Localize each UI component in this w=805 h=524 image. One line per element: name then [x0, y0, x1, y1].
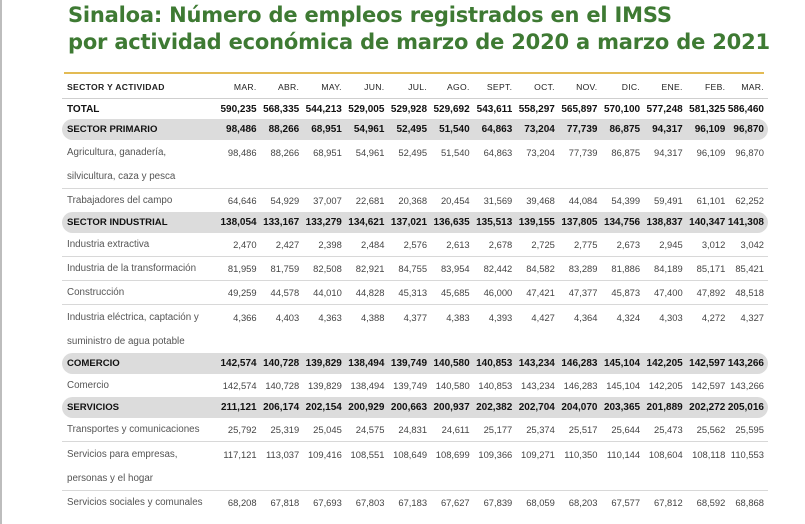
value-cell	[257, 329, 300, 353]
table-row	[62, 233, 768, 257]
value-cell: 203,365	[597, 397, 640, 418]
value-cell: 88,266	[257, 119, 300, 140]
row-label: suministro de agua potable	[67, 335, 185, 347]
value-cell: 67,577	[611, 497, 641, 508]
total-row	[62, 99, 768, 120]
value-cell: 31,569	[483, 195, 513, 206]
value-cell: 565,897	[555, 99, 598, 120]
row-label: Agricultura, ganadería,	[67, 146, 167, 158]
value-cell: 543,611	[470, 99, 513, 120]
value-cell: 146,283	[555, 353, 598, 374]
value-cell: 570,100	[597, 99, 640, 120]
value-cell: 142,597	[683, 353, 726, 374]
value-cell	[299, 164, 342, 189]
value-cell: 108,604	[648, 448, 683, 460]
value-cell: 52,495	[398, 146, 428, 158]
value-cell: 67,803	[355, 497, 385, 508]
table-row	[62, 189, 768, 213]
table-row	[62, 164, 768, 189]
table-row	[62, 257, 768, 281]
value-cell: 202,382	[470, 397, 513, 418]
value-cell: 529,005	[342, 99, 385, 120]
header-month: JUL.	[408, 82, 428, 92]
header-month: AGO.	[446, 82, 470, 92]
value-cell	[683, 466, 726, 491]
value-cell: 109,416	[307, 448, 342, 460]
value-cell: 2,398	[299, 233, 342, 257]
value-cell: 4,303	[659, 311, 683, 323]
value-cell: 25,473	[640, 418, 683, 442]
value-cell: 142,205	[640, 353, 683, 374]
value-cell: 140,347	[683, 212, 726, 233]
value-cell	[384, 164, 427, 189]
value-cell: 82,442	[470, 257, 513, 281]
value-cell: 142,597	[691, 380, 726, 391]
value-cell: 4,364	[574, 311, 598, 323]
value-cell: 140,853	[470, 353, 513, 374]
value-cell: 581,325	[683, 99, 726, 120]
header-month: NOV.	[576, 82, 598, 92]
value-cell: 137,805	[555, 212, 598, 233]
value-cell: 139,829	[299, 353, 342, 374]
row-label: SERVICIOS	[62, 397, 214, 418]
value-cell: 45,685	[427, 281, 470, 305]
value-cell	[470, 466, 513, 491]
value-cell: 84,582	[512, 257, 555, 281]
value-cell: 204,070	[555, 397, 598, 418]
header-month: MAR.	[741, 82, 764, 92]
value-cell: 96,109	[696, 146, 726, 158]
value-cell: 4,383	[446, 311, 470, 323]
value-cell: 110,350	[564, 448, 598, 460]
value-cell: 44,010	[299, 281, 342, 305]
value-cell: 45,313	[384, 281, 427, 305]
value-cell: 108,649	[393, 448, 428, 460]
value-cell: 146,283	[563, 380, 598, 391]
value-cell	[555, 329, 598, 353]
value-cell	[597, 329, 640, 353]
value-cell: 83,289	[555, 257, 598, 281]
row-label: Industria eléctrica, captación y	[67, 311, 199, 323]
value-cell	[640, 329, 683, 353]
value-cell: 24,575	[342, 418, 385, 442]
value-cell: 109,271	[520, 448, 555, 460]
value-cell: 86,875	[597, 119, 640, 140]
value-cell: 2,678	[470, 233, 513, 257]
header-month: ABR.	[277, 82, 300, 92]
value-cell: 88,266	[270, 146, 300, 158]
value-cell: 25,319	[257, 418, 300, 442]
header-month: MAY.	[321, 82, 342, 92]
title-line-2: por actividad económica de marzo de 2020 a marzo de 2021	[68, 30, 770, 54]
value-cell: 4,366	[233, 311, 257, 323]
row-label: Servicios sociales y comunales	[67, 497, 203, 508]
value-cell: 24,831	[384, 418, 427, 442]
value-cell: 4,403	[275, 311, 300, 323]
value-cell: 67,183	[398, 497, 428, 508]
value-cell: 138,054	[214, 212, 257, 233]
value-cell: 108,699	[435, 448, 470, 460]
value-cell: 2,725	[512, 233, 555, 257]
value-cell: 3,012	[683, 233, 726, 257]
value-cell: 67,839	[483, 497, 513, 508]
value-cell: 200,929	[342, 397, 385, 418]
value-cell: 140,728	[257, 353, 300, 374]
value-cell: 84,755	[384, 257, 427, 281]
row-label: Industria de la transformación	[62, 257, 214, 281]
value-cell: 4,324	[616, 311, 641, 323]
value-cell	[427, 164, 470, 189]
value-cell: 139,829	[307, 380, 342, 391]
value-cell: 47,421	[512, 281, 555, 305]
value-cell: 68,203	[568, 497, 598, 508]
value-cell: 2,576	[384, 233, 427, 257]
value-cell: 77,739	[555, 119, 598, 140]
value-cell: 134,756	[597, 212, 640, 233]
value-cell: 138,494	[350, 380, 385, 391]
value-cell: 20,454	[440, 195, 470, 206]
value-cell: 143,234	[512, 353, 555, 374]
value-cell	[214, 329, 257, 353]
value-cell	[555, 164, 598, 189]
table-row	[62, 281, 768, 305]
value-cell: 46,000	[470, 281, 513, 305]
value-cell: 84,189	[640, 257, 683, 281]
value-cell: 61,101	[696, 195, 726, 206]
value-cell: 139,155	[512, 212, 555, 233]
value-cell: 143,266	[730, 380, 764, 391]
value-cell: 82,508	[299, 257, 342, 281]
value-cell: 145,104	[606, 380, 641, 391]
value-cell: 96,870	[735, 146, 764, 158]
value-cell: 529,928	[384, 99, 427, 120]
value-cell	[214, 466, 257, 491]
value-cell: 48,518	[725, 281, 768, 305]
value-cell: 136,635	[427, 212, 470, 233]
value-cell: 68,208	[227, 497, 257, 508]
value-cell: 51,540	[427, 119, 470, 140]
value-cell: 140,728	[265, 380, 300, 391]
value-cell: 4,388	[360, 311, 385, 323]
row-label: Transportes y comunicaciones	[62, 418, 214, 442]
value-cell	[725, 466, 768, 491]
value-cell: 81,959	[214, 257, 257, 281]
header-month: JUN.	[364, 82, 385, 92]
value-cell: 25,595	[725, 418, 768, 442]
value-cell: 25,177	[470, 418, 513, 442]
value-cell: 37,007	[313, 195, 342, 206]
title-line-1: Sinaloa: Número de empleos registrados en el IMSS	[68, 3, 672, 27]
value-cell: 135,513	[470, 212, 513, 233]
value-cell: 81,759	[257, 257, 300, 281]
value-cell	[257, 466, 300, 491]
value-cell: 62,252	[735, 195, 764, 206]
value-cell: 4,393	[488, 311, 513, 323]
value-cell: 64,863	[483, 146, 513, 158]
value-cell: 139,749	[384, 353, 427, 374]
value-cell: 558,297	[512, 99, 555, 120]
value-cell: 39,468	[526, 195, 555, 206]
value-cell: 96,870	[725, 119, 768, 140]
value-cell: 211,121	[214, 397, 257, 418]
value-cell: 94,317	[640, 119, 683, 140]
table-row	[62, 418, 768, 442]
employment-table	[62, 76, 768, 514]
value-cell: 45,873	[597, 281, 640, 305]
value-cell	[299, 329, 342, 353]
value-cell	[214, 164, 257, 189]
value-cell: 25,792	[214, 418, 257, 442]
value-cell: 67,812	[654, 497, 683, 508]
value-cell	[512, 329, 555, 353]
value-cell: 51,540	[440, 146, 470, 158]
row-label: Trabajadores del campo	[67, 195, 173, 206]
value-cell	[342, 164, 385, 189]
value-cell: 108,118	[692, 448, 726, 460]
table-row	[62, 329, 768, 353]
value-cell: 134,621	[342, 212, 385, 233]
value-cell: 133,167	[257, 212, 300, 233]
row-label: Industria extractiva	[62, 233, 214, 257]
value-cell	[683, 164, 726, 189]
value-cell: 142,205	[648, 380, 683, 391]
value-cell: 86,875	[611, 146, 641, 158]
value-cell: 117,121	[223, 448, 257, 460]
value-cell: 52,495	[384, 119, 427, 140]
value-cell: 133,279	[299, 212, 342, 233]
value-cell: 140,853	[478, 380, 513, 391]
value-cell: 544,213	[299, 99, 342, 120]
value-cell: 137,021	[384, 212, 427, 233]
row-label: silvicultura, caza y pesca	[62, 164, 214, 189]
value-cell: 138,494	[342, 353, 385, 374]
value-cell: 44,084	[568, 195, 598, 206]
value-cell: 68,059	[526, 497, 555, 508]
value-cell: 47,892	[683, 281, 726, 305]
value-cell: 73,204	[526, 146, 555, 158]
value-cell: 200,937	[427, 397, 470, 418]
value-cell: 206,174	[257, 397, 300, 418]
value-cell: 25,517	[555, 418, 598, 442]
value-cell: 81,886	[597, 257, 640, 281]
value-cell: 25,562	[683, 418, 726, 442]
value-cell: 4,363	[318, 311, 342, 323]
value-cell	[512, 466, 555, 491]
table-row	[62, 466, 768, 491]
sector-row	[62, 212, 768, 233]
value-cell: 113,037	[266, 448, 300, 460]
value-cell: 3,042	[725, 233, 768, 257]
value-cell: 22,681	[355, 195, 385, 206]
value-cell: 24,611	[427, 418, 470, 442]
table-body	[62, 99, 768, 515]
value-cell: 98,486	[227, 146, 257, 158]
value-cell: 529,692	[427, 99, 470, 120]
value-cell	[470, 329, 513, 353]
value-cell: 2,775	[555, 233, 598, 257]
value-cell: 201,889	[640, 397, 683, 418]
value-cell	[597, 466, 640, 491]
row-label: SECTOR PRIMARIO	[62, 119, 214, 140]
table-header-row	[62, 76, 768, 99]
value-cell: 54,961	[342, 119, 385, 140]
value-cell: 139,749	[393, 380, 428, 391]
value-cell: 2,484	[342, 233, 385, 257]
row-label: SECTOR INDUSTRIAL	[62, 212, 214, 233]
value-cell: 20,368	[398, 195, 428, 206]
value-cell	[555, 466, 598, 491]
value-cell: 64,646	[227, 195, 257, 206]
value-cell	[725, 164, 768, 189]
value-cell: 109,366	[478, 448, 513, 460]
header-month: ENE.	[661, 82, 683, 92]
value-cell: 141,308	[725, 212, 768, 233]
value-cell: 143,266	[725, 353, 768, 374]
table-row	[62, 305, 768, 330]
value-cell: 108,551	[350, 448, 385, 460]
value-cell	[342, 466, 385, 491]
value-cell	[640, 466, 683, 491]
table-row	[62, 442, 768, 467]
value-cell: 140,580	[435, 380, 470, 391]
header-sector-label: SECTOR Y ACTIVIDAD	[67, 82, 165, 92]
row-label: personas y el hogar	[62, 466, 214, 491]
value-cell	[384, 329, 427, 353]
value-cell: 67,693	[313, 497, 342, 508]
value-cell: 47,377	[555, 281, 598, 305]
value-cell	[470, 164, 513, 189]
value-cell: 2,427	[257, 233, 300, 257]
value-cell: 54,961	[355, 146, 385, 158]
value-cell: 142,574	[214, 353, 257, 374]
table-row	[62, 140, 768, 164]
value-cell: 143,234	[520, 380, 555, 391]
value-cell: 200,663	[384, 397, 427, 418]
value-cell: 4,377	[403, 311, 428, 323]
value-cell	[342, 329, 385, 353]
header-month: OCT.	[534, 82, 555, 92]
value-cell: 49,259	[214, 281, 257, 305]
value-cell: 2,470	[214, 233, 257, 257]
row-label: Servicios para empresas,	[67, 448, 178, 460]
value-cell	[683, 329, 726, 353]
row-label: COMERCIO	[62, 353, 214, 374]
value-cell: 47,400	[640, 281, 683, 305]
table-row	[62, 491, 768, 515]
value-cell: 44,578	[257, 281, 300, 305]
header-rule	[64, 72, 764, 74]
document-title	[68, 2, 770, 56]
value-cell: 77,739	[568, 146, 598, 158]
value-cell: 2,945	[640, 233, 683, 257]
value-cell	[384, 466, 427, 491]
value-cell: 4,427	[531, 311, 555, 323]
value-cell: 68,951	[313, 146, 342, 158]
value-cell: 96,109	[683, 119, 726, 140]
value-cell: 25,644	[597, 418, 640, 442]
value-cell: 85,171	[683, 257, 726, 281]
value-cell: 73,204	[512, 119, 555, 140]
value-cell: 59,491	[654, 195, 683, 206]
value-cell: 138,837	[640, 212, 683, 233]
value-cell: 2,613	[427, 233, 470, 257]
value-cell: 110,553	[730, 448, 764, 460]
value-cell: 145,104	[597, 353, 640, 374]
left-edge-bar	[0, 0, 2, 524]
sector-row	[62, 119, 768, 140]
header-month: SEPT.	[486, 82, 513, 92]
value-cell: 140,580	[427, 353, 470, 374]
value-cell: 25,374	[512, 418, 555, 442]
value-cell: 202,704	[512, 397, 555, 418]
value-cell	[640, 164, 683, 189]
value-cell: 110,144	[606, 448, 641, 460]
value-cell	[299, 466, 342, 491]
value-cell: 64,863	[470, 119, 513, 140]
value-cell: 25,045	[299, 418, 342, 442]
value-cell: 2,673	[597, 233, 640, 257]
value-cell: 590,235	[214, 99, 257, 120]
value-cell: 83,954	[427, 257, 470, 281]
value-cell: 54,399	[611, 195, 641, 206]
row-label: Construcción	[62, 281, 214, 305]
value-cell: 142,574	[222, 380, 257, 391]
value-cell	[512, 164, 555, 189]
value-cell	[427, 329, 470, 353]
table-row	[62, 374, 768, 397]
header-month: FEB.	[705, 82, 726, 92]
value-cell: 568,335	[257, 99, 300, 120]
value-cell: 202,272	[683, 397, 726, 418]
value-cell: 68,951	[299, 119, 342, 140]
value-cell: 98,486	[214, 119, 257, 140]
value-cell: 586,460	[725, 99, 768, 120]
value-cell: 68,592	[696, 497, 726, 508]
value-cell: 67,818	[270, 497, 300, 508]
value-cell: 94,317	[654, 146, 683, 158]
value-cell: 202,154	[299, 397, 342, 418]
sector-row	[62, 397, 768, 418]
value-cell: 4,327	[740, 311, 764, 323]
value-cell: 577,248	[640, 99, 683, 120]
value-cell	[427, 466, 470, 491]
value-cell: 82,921	[342, 257, 385, 281]
value-cell: 68,868	[735, 497, 764, 508]
value-cell: 85,421	[725, 257, 768, 281]
value-cell: 67,627	[440, 497, 470, 508]
value-cell: 205,016	[725, 397, 768, 418]
header-month: DIC.	[621, 82, 641, 92]
value-cell	[725, 329, 768, 353]
header-month: MAR.	[233, 82, 257, 92]
value-cell	[597, 164, 640, 189]
value-cell: 44,828	[342, 281, 385, 305]
value-cell	[257, 164, 300, 189]
row-label: TOTAL	[62, 99, 214, 120]
value-cell: 4,272	[701, 311, 726, 323]
row-label: Comercio	[67, 380, 109, 391]
sector-row	[62, 353, 768, 374]
value-cell: 54,929	[270, 195, 300, 206]
